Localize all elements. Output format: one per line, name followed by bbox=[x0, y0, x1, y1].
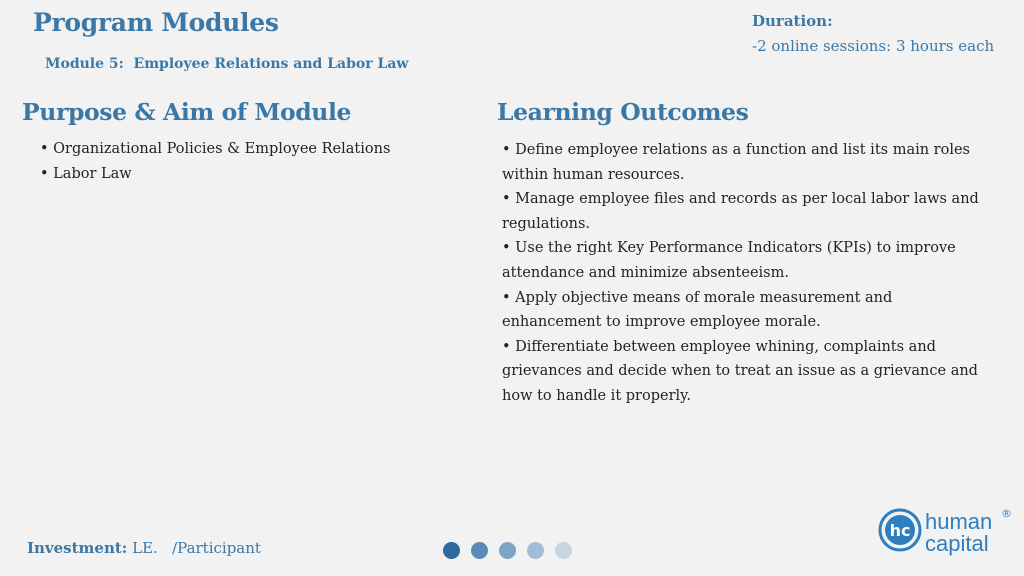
investment bbox=[27, 539, 261, 557]
purpose-item-labor-law: • Labor Law bbox=[40, 162, 390, 187]
purpose-heading: Purpose & Aim of Module bbox=[22, 98, 352, 126]
investment-value: LE. /Participant bbox=[127, 539, 261, 557]
duration-value: -2 online sessions: 3 hours each bbox=[752, 37, 995, 55]
investment-label: Investment: bbox=[27, 539, 128, 557]
pagination-dot-2[interactable] bbox=[471, 542, 488, 559]
outcome-item-grievances: • Differentiate between employee whining, complaints and grievances and decide when to treat an issue as a grievance and how to handle it properly. bbox=[502, 335, 992, 409]
outcome-item-morale: • Apply objective means of morale measurement and enhancement to improve employee morale. bbox=[502, 286, 992, 335]
pagination-dots bbox=[443, 542, 572, 559]
logo-text-human: human bbox=[925, 509, 993, 534]
purpose-item-policies: • Organizational Policies & Employee Relations bbox=[40, 137, 390, 162]
pagination-dot-5[interactable] bbox=[555, 542, 572, 559]
logo-text-capital: capital bbox=[925, 531, 989, 556]
outcome-item-kpis: • Use the right Key Performance Indicators (KPIs) to improve attendance and minimize absenteeism. bbox=[502, 236, 992, 285]
outcome-item-manage: • Manage employee files and records as per local labor laws and regulations. bbox=[502, 187, 992, 236]
duration-label: Duration: bbox=[752, 12, 833, 30]
logo-registered-mark: ® bbox=[1001, 507, 1012, 520]
human-capital-logo bbox=[877, 505, 1015, 561]
logo-icon-text: hc bbox=[889, 521, 911, 540]
pagination-dot-4[interactable] bbox=[527, 542, 544, 559]
purpose-list bbox=[40, 137, 390, 186]
outcome-item-define: • Define employee relations as a function and list its main roles within human resources. bbox=[502, 138, 992, 187]
pagination-dot-1[interactable] bbox=[443, 542, 460, 559]
outcomes-heading: Learning Outcomes bbox=[497, 98, 749, 126]
logo-svg bbox=[877, 505, 1015, 561]
module-subtitle: Module 5: Employee Relations and Labor Law bbox=[45, 56, 409, 72]
page-title: Program Modules bbox=[33, 8, 279, 37]
outcomes-list bbox=[502, 138, 992, 409]
pagination-dot-3[interactable] bbox=[499, 542, 516, 559]
